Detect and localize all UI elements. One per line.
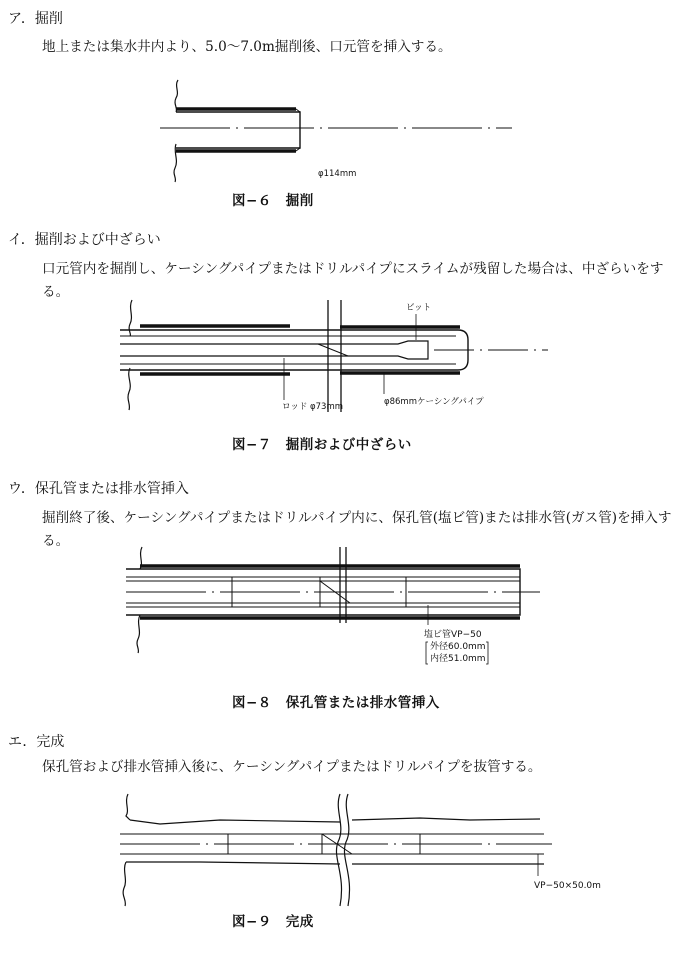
figure-9-diagram (0, 790, 700, 910)
section-d-heading: エ．完成 (8, 734, 65, 750)
section-c-heading: ウ．保孔管または排水管挿入 (8, 481, 189, 497)
figure-8-diagram (0, 543, 700, 673)
section-b-heading: イ．掘削および中ざらい (8, 232, 161, 248)
figure-9-label: VP−50×50.0m (534, 881, 601, 891)
section-c-text-line2: る。 (42, 533, 70, 549)
figure-8-pvc-label: 塩ビ管VP−50 (424, 630, 482, 640)
section-a-text: 地上または集水井内より、5.0〜7.0m掘削後、口元管を挿入する。 (42, 39, 452, 55)
figure-8-inner-label: 内径51.0mm (430, 654, 486, 664)
figure-6-caption: 図−６ 掘削 (232, 193, 314, 209)
figure-6-diagram (0, 72, 700, 182)
figure-6-label: φ114mm (318, 169, 357, 179)
figure-9-caption: 図−９ 完成 (232, 914, 314, 930)
section-a-heading: ア．掘削 (8, 11, 63, 27)
figure-7-caption: 図−７ 掘削および中ざらい (232, 437, 412, 453)
section-c-text-line1: 掘削終了後、ケーシングパイプまたはドリルパイプ内に、保孔管(塩ビ管)または排水管(ガス管)を挿入す (42, 510, 672, 526)
figure-7-casing-label: φ86mmケーシングパイプ (384, 397, 484, 407)
figure-8-caption: 図−８ 保孔管または排水管挿入 (232, 695, 440, 711)
figure-7-diagram (0, 296, 700, 416)
section-b-text-line2: る。 (42, 284, 70, 300)
section-b-text-line1: 口元管内を掘削し、ケーシングパイプまたはドリルパイプにスライムが残留した場合は、中ざらいをす (42, 261, 664, 277)
figure-7-bit-label: ビット (406, 303, 432, 313)
figure-7-rod-label: ロッド φ73mm (282, 402, 344, 412)
figure-8-outer-label: 外径60.0mm (430, 642, 486, 652)
section-d-text: 保孔管および排水管挿入後に、ケーシングパイプまたはドリルパイプを抜管する。 (42, 759, 542, 775)
